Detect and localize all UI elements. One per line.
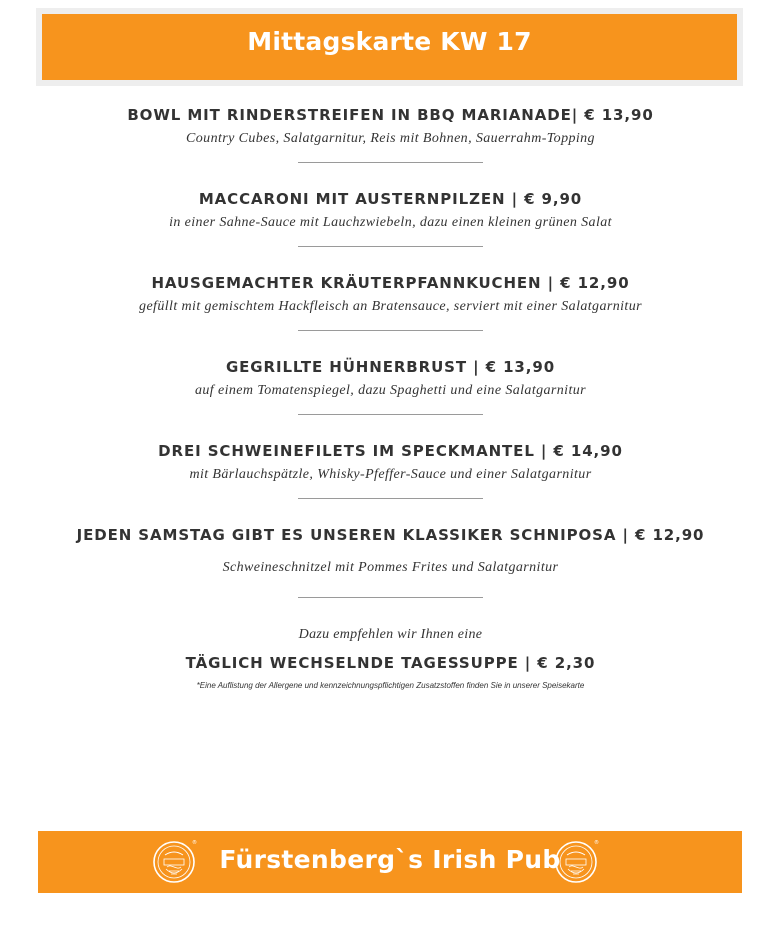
footer-banner <box>38 831 742 893</box>
menu-item-description: auf einem Tomatenspiegel, dazu Spaghetti und eine Salatgarnitur <box>195 383 586 398</box>
header-banner <box>42 14 737 80</box>
menu-item-description: mit Bärlauchspätzle, Whisky-Pfeffer-Sauce und einer Salatgarnitur <box>189 467 592 482</box>
menu-item-title: BOWL MIT RINDERSTREIFEN IN BBQ MARIANADE| € 13,90 <box>127 106 654 124</box>
menu-item <box>38 525 743 598</box>
menu-item-title: HAUSGEMACHTER KRÄUTERPFANNKUCHEN | € 12,90 <box>151 274 630 292</box>
menu-item-title: MACCARONI MIT AUSTERNPILZEN | € 9,90 <box>198 190 583 208</box>
menu-item <box>38 273 743 331</box>
menu-item <box>38 441 743 499</box>
divider <box>298 414 483 415</box>
divider <box>298 162 483 163</box>
allergen-footnote: *Eine Auflistung der Allergene und kennzeichnungspflichtigen Zusatzstoffen finden Sie in unserer Speisekarte <box>196 681 585 690</box>
menu-list <box>38 100 743 692</box>
svg-text:®: ® <box>192 840 197 846</box>
menu-item-title: GEGRILLTE HÜHNERBRUST | € 13,90 <box>225 358 556 376</box>
menu-item <box>38 189 743 247</box>
recommendation-title: TÄGLICH WECHSELNDE TAGESSUPPE | € 2,30 <box>185 654 596 672</box>
divider <box>298 597 483 598</box>
svg-text:®: ® <box>594 840 599 846</box>
menu-item-title: DREI SCHWEINEFILETS IM SPECKMANTEL | € 14,90 <box>158 442 623 460</box>
recommendation-intro: Dazu empfehlen wir Ihnen eine <box>298 627 483 642</box>
menu-item <box>38 100 743 163</box>
menu-item-description: Country Cubes, Salatgarnitur, Reis mit Bohnen, Sauerrahm-Topping <box>186 131 595 146</box>
divider <box>298 498 483 499</box>
menu-item-description: Schweineschnitzel mit Pommes Frites und Salatgarnitur <box>222 560 559 575</box>
pub-name: Fürstenberg`s Irish Pub <box>219 845 561 874</box>
menu-item <box>38 357 743 415</box>
menu-item-title: JEDEN SAMSTAG GIBT ES UNSEREN KLASSIKER SCHNIPOSA | € 12,90 <box>76 526 705 544</box>
header-frame <box>36 8 743 86</box>
menu-item-description: gefüllt mit gemischtem Hackfleisch an Bratensauce, serviert mit einer Salatgarnitur <box>139 299 642 314</box>
page-title: Mittagskarte KW 17 <box>247 27 532 56</box>
divider <box>298 246 483 247</box>
menu-item-description: in einer Sahne-Sauce mit Lauchzwiebeln, dazu einen kleinen grünen Salat <box>169 215 612 230</box>
divider <box>298 330 483 331</box>
irish-pub-seal-icon <box>553 837 599 887</box>
